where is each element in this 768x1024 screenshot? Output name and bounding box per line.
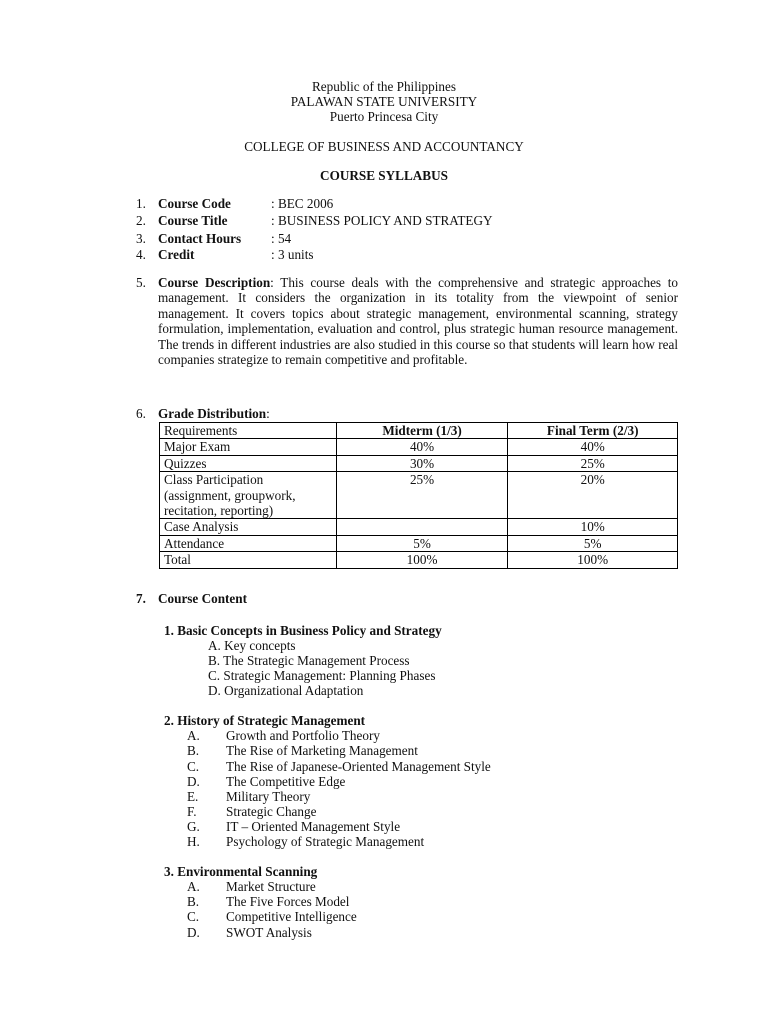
course-description [158, 275, 678, 367]
grade-distribution-label: Grade Distribution [158, 406, 267, 421]
grade-distribution-table [159, 422, 678, 569]
item-number: 4. [136, 247, 146, 262]
list-item: Psychology of Strategic Management [226, 834, 425, 849]
table-row [160, 535, 678, 551]
item-number: 2. [136, 213, 146, 228]
list-item: The Rise of Japanese-Oriented Management Style [226, 759, 491, 774]
list-item: D. Organizational Adaptation [208, 683, 364, 698]
list-letter: G. [187, 819, 200, 834]
list-item: C. Strategic Management: Planning Phases [208, 668, 436, 683]
midterm-cell [336, 519, 508, 535]
topic-2-title: 2. History of Strategic Management [164, 713, 366, 728]
table-header-row [160, 423, 678, 439]
list-item: SWOT Analysis [226, 925, 312, 940]
item-number: 5. [136, 275, 146, 290]
course-title-value: : BUSINESS POLICY AND STRATEGY [271, 213, 493, 228]
midterm-cell: 40% [336, 439, 508, 455]
header-midterm: Midterm (1/3) [336, 423, 508, 439]
requirement-cell: Quizzes [160, 455, 337, 471]
requirement-cell: Case Analysis [160, 519, 337, 535]
college-name: COLLEGE OF BUSINESS AND ACCOUNTANCY [244, 139, 524, 154]
requirement-cell: Attendance [160, 535, 337, 551]
list-letter: A. [187, 728, 200, 743]
requirement-cell: Major Exam [160, 439, 337, 455]
course-title-label: Course Title [158, 213, 228, 228]
final-term-cell: 40% [508, 439, 678, 455]
topic-1-title: 1. Basic Concepts in Business Policy and Strategy [164, 623, 442, 638]
list-letter: E. [187, 789, 199, 804]
course-description-text: : This course deals with the comprehensive and strategic approaches to management. It considers the organization in its totality from the viewpoint of senior management. It covers topics about strategic management, environmental scanning, strategy formulation, implementation, evaluation and control, plus strategic human resource management. The trends in different industries are also studied in this course so that students will learn how real companies strategize to remain competitive and profitable. [158, 275, 678, 368]
city-line: Puerto Princesa City [329, 109, 439, 124]
list-item: IT – Oriented Management Style [226, 819, 401, 834]
document-title: COURSE SYLLABUS [320, 168, 448, 183]
list-item: The Five Forces Model [226, 894, 350, 909]
list-letter: C. [187, 759, 200, 774]
requirement-cell: Total [160, 552, 337, 568]
item-number: 3. [136, 231, 146, 246]
list-item: The Competitive Edge [226, 774, 346, 789]
item-number: 1. [136, 196, 146, 211]
list-letter: B. [187, 894, 200, 909]
item-number: 6. [136, 406, 146, 421]
final-term-cell: 5% [508, 535, 678, 551]
list-letter: D. [187, 925, 200, 940]
final-term-cell: 25% [508, 455, 678, 471]
course-description-label: Course Description [158, 275, 271, 290]
table-total-row [160, 552, 678, 568]
credit-value: : 3 units [271, 247, 314, 262]
course-code-value: : BEC 2006 [271, 196, 334, 211]
table-row [160, 439, 678, 455]
midterm-cell: 30% [336, 455, 508, 471]
item-number: 7. [136, 591, 146, 606]
final-term-total-cell: 100% [508, 552, 678, 568]
republic-line: Republic of the Philippines [312, 79, 456, 94]
header-final-term: Final Term (2/3) [508, 423, 678, 439]
table-row [160, 472, 678, 519]
list-letter: H. [187, 834, 200, 849]
list-item: Growth and Portfolio Theory [226, 728, 380, 743]
list-item: Competitive Intelligence [226, 909, 357, 924]
table-row [160, 519, 678, 535]
course-code-label: Course Code [158, 196, 231, 211]
list-letter: C. [187, 909, 200, 924]
midterm-total-cell: 100% [336, 552, 508, 568]
requirement-cell: Class Participation (assignment, groupwork, recitation, reporting) [160, 472, 337, 519]
grade-distribution-colon: : [266, 406, 270, 421]
list-letter: A. [187, 879, 200, 894]
list-item: B. The Strategic Management Process [208, 653, 410, 668]
list-item: The Rise of Marketing Management [226, 743, 418, 758]
grade-distribution-heading [158, 406, 270, 422]
credit-label: Credit [158, 247, 195, 262]
list-item: Strategic Change [226, 804, 317, 819]
final-term-cell: 10% [508, 519, 678, 535]
midterm-cell: 25% [336, 472, 508, 519]
course-content-heading: Course Content [158, 591, 248, 606]
contact-hours-value: : 54 [271, 231, 292, 246]
midterm-cell: 5% [336, 535, 508, 551]
topic-3-title: 3. Environmental Scanning [164, 864, 318, 879]
list-letter: F. [187, 804, 197, 819]
header-requirements: Requirements [160, 423, 337, 439]
list-item: A. Key concepts [208, 638, 296, 653]
contact-hours-label: Contact Hours [158, 231, 242, 246]
table-row [160, 455, 678, 471]
list-item: Market Structure [226, 879, 316, 894]
list-item: Military Theory [226, 789, 311, 804]
list-letter: D. [187, 774, 200, 789]
list-letter: B. [187, 743, 200, 758]
university-name: PALAWAN STATE UNIVERSITY [290, 94, 478, 109]
final-term-cell: 20% [508, 472, 678, 519]
